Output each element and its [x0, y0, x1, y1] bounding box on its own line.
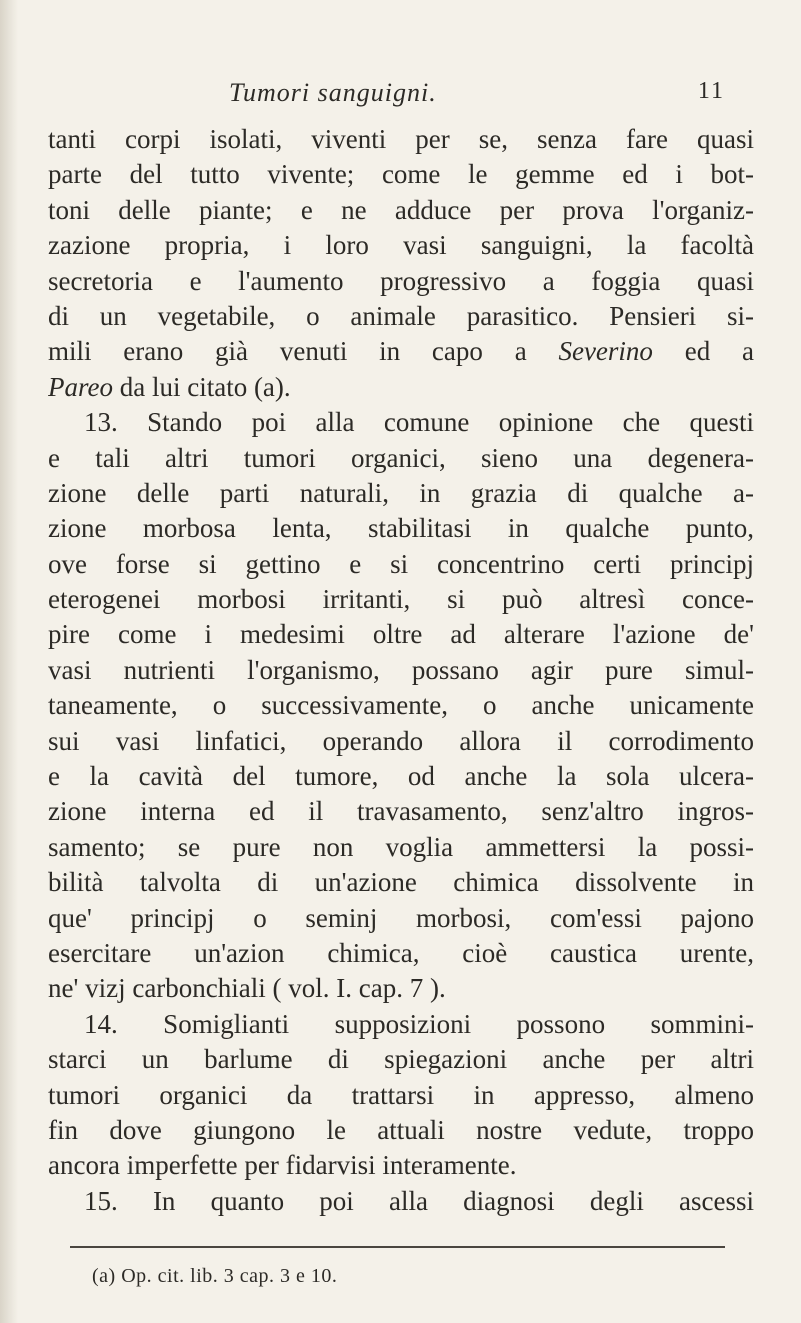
italic-name: Severino: [558, 336, 653, 367]
paragraph-13-start: 13. Stando poi alla comune opinione che questi: [84, 407, 754, 438]
text-line: zione delle parti naturali, in grazia di qualche a-: [48, 477, 754, 508]
running-title: Tumori sanguigni.: [229, 78, 437, 107]
text-line: taneamente, o successivamente, o anche unicamente: [48, 690, 754, 721]
footnote: (a) Op. cit. lib. 3 cap. 3 e 10.: [92, 1265, 338, 1287]
text-line: pire come i medesimi oltre ad alterare l'azione de': [48, 619, 754, 650]
text-line: ancora imperfette per fidarvisi interamente.: [48, 1150, 517, 1181]
text-line: ne' vizj carbonchiali ( vol. I. cap. 7 ).: [48, 973, 446, 1004]
text-line: secretoria e l'aumento progressivo a foggia quasi: [48, 265, 754, 296]
page-header: [229, 78, 725, 112]
text-line: esercitare un'azion chimica, cioè caustica urente,: [48, 937, 754, 968]
text-line: tumori organici da trattarsi in appresso, almeno: [48, 1079, 754, 1110]
text-line: parte del tutto vivente; come le gemme ed i bot-: [48, 159, 754, 190]
text-line: tanti corpi isolati, viventi per se, senza fare quasi: [48, 124, 754, 154]
text-line: e tali altri tumori organici, sieno una degenera-: [48, 442, 754, 473]
page-gutter-shadow: [0, 0, 18, 1323]
text-line: samento; se pure non voglia ammettersi la possi-: [48, 831, 754, 862]
text-segment: ed a: [684, 336, 754, 367]
text-line: [48, 334, 754, 369]
text-line: bilità talvolta di un'azione chimica dissolvente in: [48, 867, 754, 898]
text-line: starci un barlume di spiegazioni anche per altri: [48, 1044, 754, 1075]
body-text: [48, 122, 754, 1219]
footnote-rule: [70, 1246, 725, 1248]
text-segment: da lui citato (a).: [119, 371, 291, 402]
paragraph-15-start: 15. In quanto poi alla diagnosi degli ascessi: [84, 1185, 754, 1216]
paragraph-14-start: 14. Somiglianti supposizioni possono sommini-: [84, 1008, 754, 1039]
text-line: e la cavità del tumore, od anche la sola ulcera-: [48, 761, 754, 792]
text-line: que' principj o seminj morbosi, com'essi pajono: [48, 902, 754, 933]
text-line: vasi nutrienti l'organismo, possano agir pure simul-: [48, 654, 754, 685]
text-line: toni delle piante; e ne adduce per prova l'organiz-: [48, 194, 754, 225]
page-number: 11: [697, 78, 725, 104]
text-line: zione morbosa lenta, stabilitasi in qualche punto,: [48, 513, 754, 544]
text-segment: mili erano già venuti in capo a: [48, 336, 527, 367]
text-line: fin dove giungono le attuali nostre vedute, troppo: [48, 1114, 754, 1145]
text-line: zione interna ed il travasamento, senz'altro ingros-: [48, 796, 754, 827]
text-line: zazione propria, i loro vasi sanguigni, la facoltà: [48, 230, 754, 261]
text-line: eterogenei morbosi irritanti, si può altresì conce-: [48, 584, 754, 615]
text-line: [48, 370, 754, 405]
text-line: ove forse si gettino e si concentrino certi principj: [48, 548, 754, 579]
text-line: sui vasi linfatici, operando allora il corrodimento: [48, 725, 754, 756]
italic-name: Pareo: [48, 371, 113, 402]
text-line: di un vegetabile, o animale parasitico. Pensieri si-: [48, 300, 754, 331]
